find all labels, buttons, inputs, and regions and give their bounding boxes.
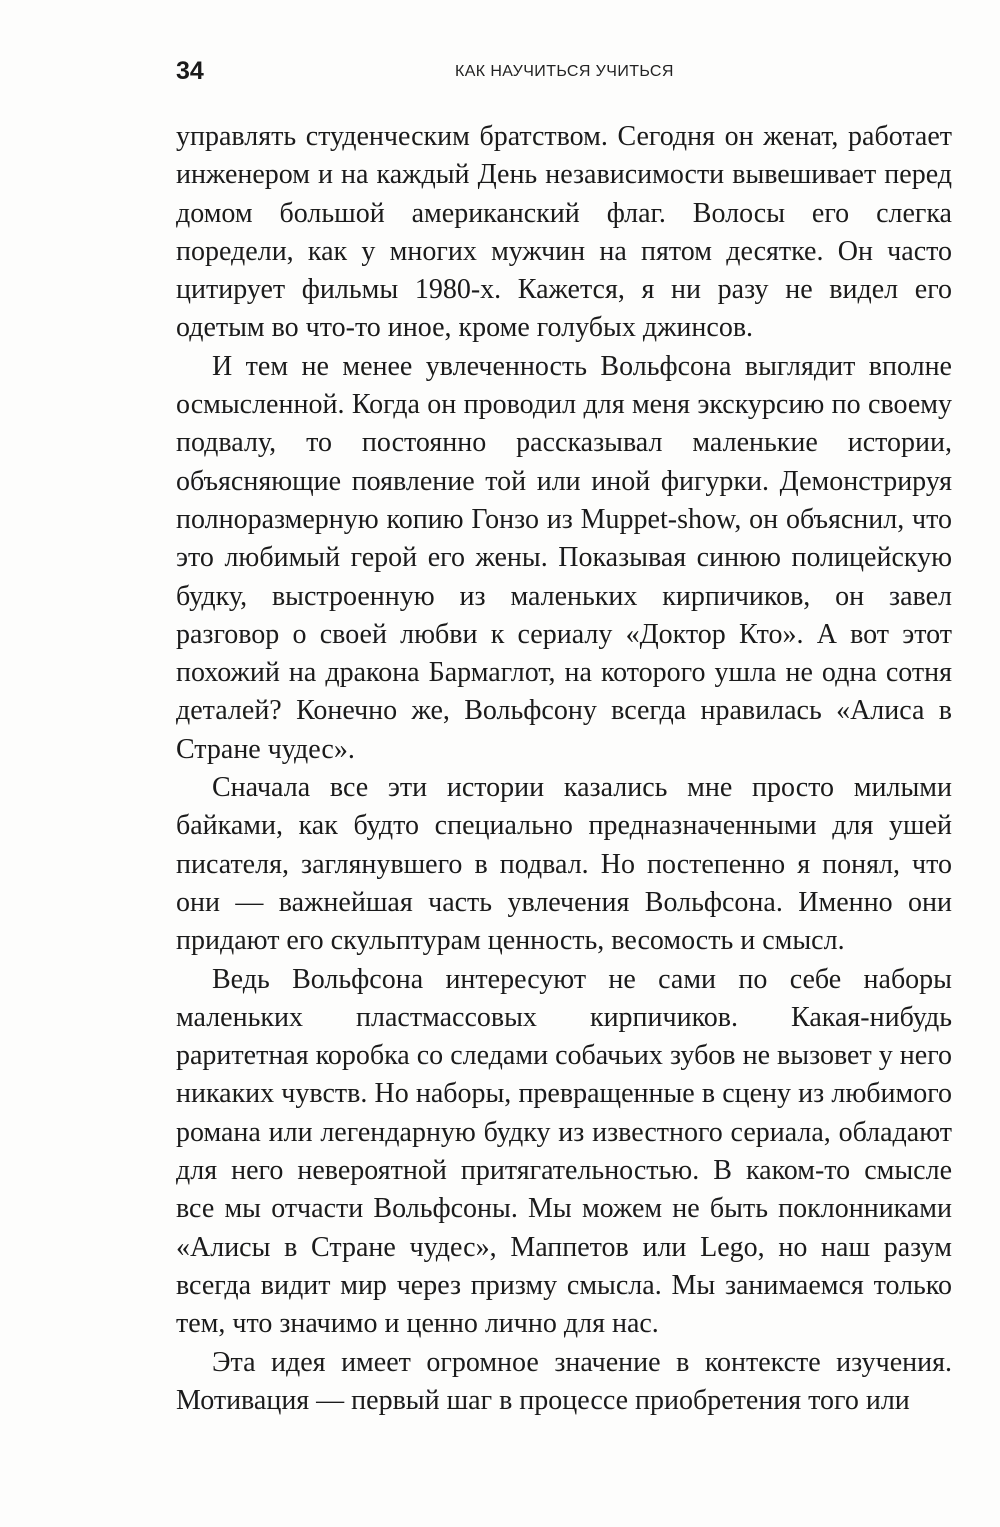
paragraph-2: И тем не менее увлеченность Вольфсона выглядит вполне осмысленной. Когда он проводил для меня экскурсию по своему подвалу, то постоянно рассказывал маленькие истории, объясняющие появление той или иной фигурки. Демонстрируя полноразмерную копию Гонзо из Muppet-show, он объяснил, что это любимый герой его жены. Показывая синюю полицейскую будку, выстроенную из маленьких кирпичиков, он завел разговор о своей любви к сериалу «Доктор Кто». А вот этот похожий на дракона Бармаглот, на которого ушла не одна сотня деталей? Конечно же, Вольфсону всегда нравилась «Алиса в Стране чудес». <box>176 350 952 765</box>
body-text <box>176 118 952 1420</box>
paragraph-4: Ведь Вольфсона интересуют не сами по себе наборы маленьких пластмассовых кирпичиков. Какая-нибудь раритетная коробка со следами собачьих зубов не вызовет у него никаких чувств. Но наборы, превращенные в сцену из любимого романа или легендарную будку из известного сериала, обладают для него невероятной притягательностью. В каком-то смысле все мы отчасти Вольфсоны. Мы можем не быть поклонниками «Алисы в Стране чудес», Маппетов или Lego, но наш разум всегда видит мир через призму смысла. Мы занимаемся только тем, что значимо и ценно лично для нас. <box>176 963 952 1340</box>
paragraph-5: Эта идея имеет огромное значение в контексте изучения. Мотивация — первый шаг в процессе приобретения того или <box>176 1346 952 1416</box>
paragraph-3: Сначала все эти истории казались мне просто милыми байками, как будто специально предназначенными для ушей писателя, заглянувшего в подвал. Но постепенно я понял, что они — важнейшая часть увлечения Вольфсона. Именно они придают его скульптурам ценность, весомость и смысл. <box>176 772 952 957</box>
running-title: КАК НАУЧИТЬСЯ УЧИТЬСЯ <box>455 63 674 80</box>
page-number: 34 <box>176 57 204 85</box>
paragraph-1: управлять студенческим братством. Сегодня он женат, работает инженером и на каждый День независимости вывешивает перед домом большой американский флаг. Волосы его слегка поредели, как у многих мужчин на пятом десятке. Он часто цитирует фильмы 1980-х. Кажется, я ни разу не видел его одетым во что-то иное, кроме голубых джинсов. <box>176 121 952 344</box>
page-header <box>176 56 952 90</box>
